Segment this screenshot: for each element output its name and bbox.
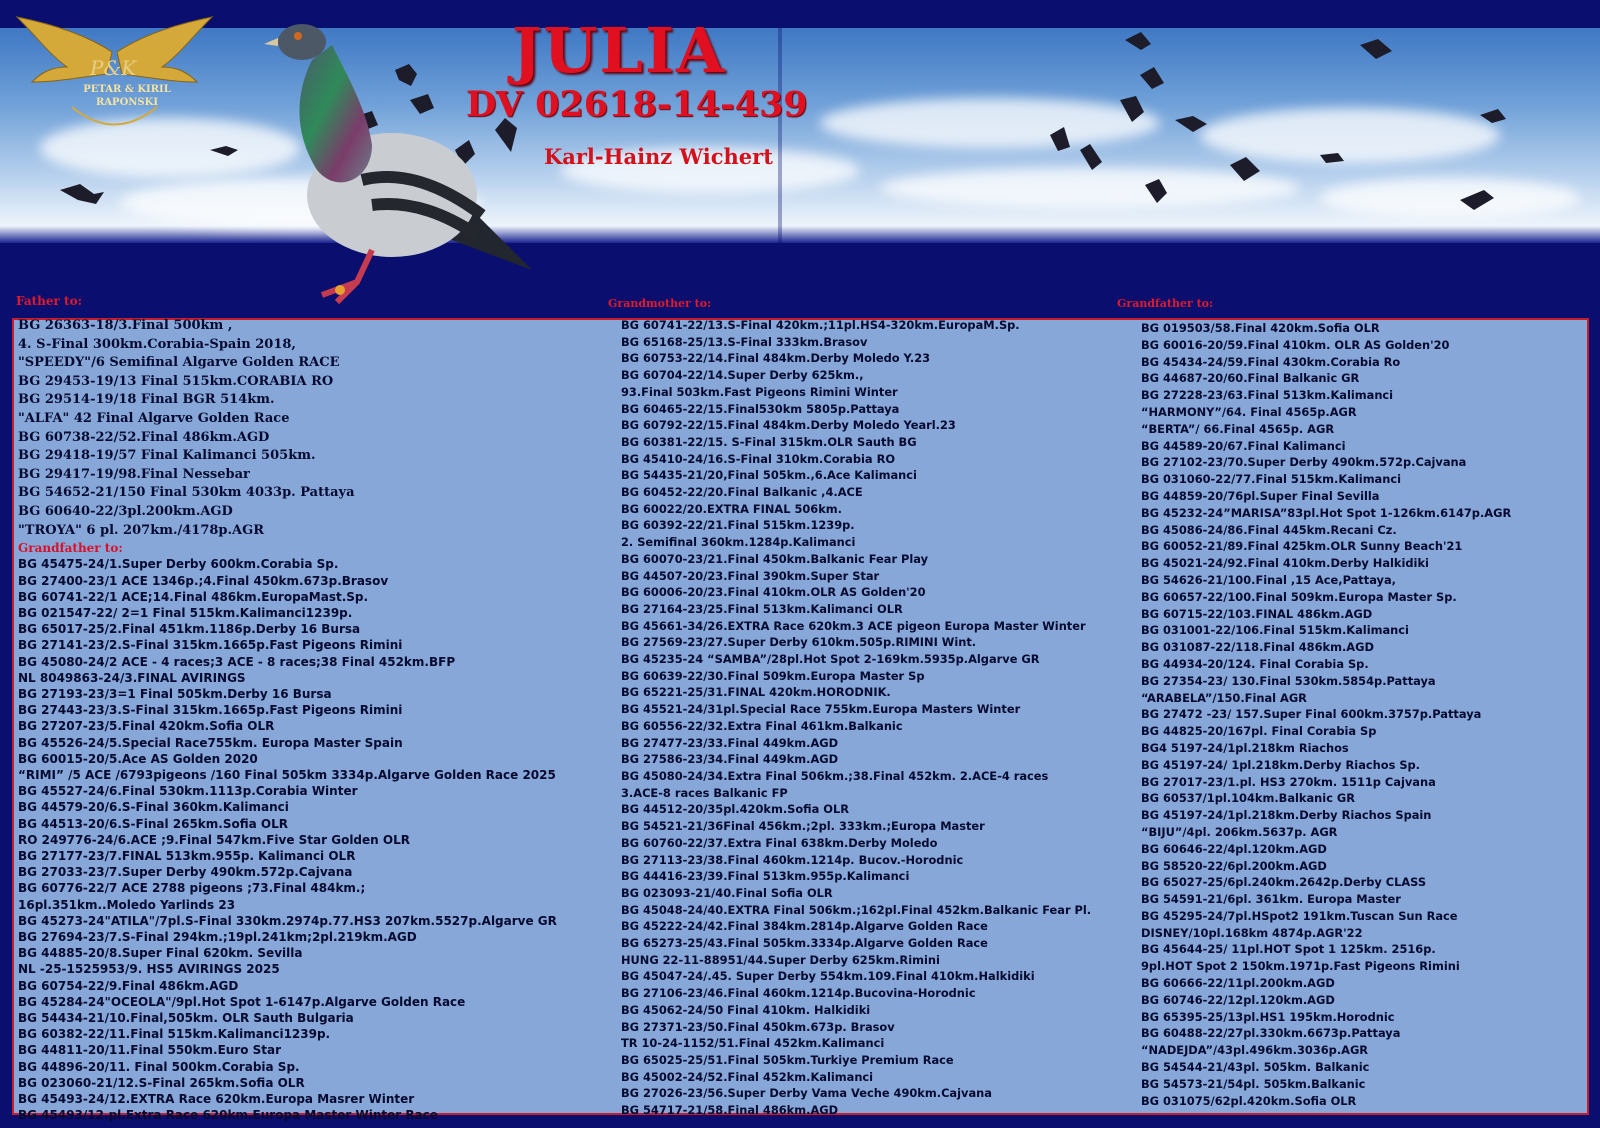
result-line: BG 45493-24/12.EXTRA Race 620km.Europa Masrer Winter — [18, 1092, 415, 1107]
result-line: BG 45047-24/.45. Super Derby 554km.109.Final 410km.Halkidiki — [621, 969, 1035, 984]
result-line: BG 031001-22/106.Final 515km.Kalimanci — [1141, 623, 1409, 638]
result-line: BG 031060-22/77.Final 515km.Kalimanci — [1141, 472, 1402, 487]
result-line: BG 54717-21/58.Final 486km.AGD — [621, 1103, 839, 1118]
result-line: BG 27228-23/63.Final 513km.Kalimanci — [1141, 388, 1394, 403]
result-line: BG 60776-22/7 ACE 2788 pigeons ;73.Final 484km.; — [18, 881, 366, 896]
result-line: BG 45527-24/6.Final 530km.1113p.Corabia Winter — [18, 784, 358, 799]
ring-number: DV 02618-14-439 — [466, 84, 808, 125]
result-line: BG 44934-20/124. Final Corabia Sp. — [1141, 656, 1369, 671]
result-line: BG 60640-22/3pl.200km.AGD — [18, 503, 233, 519]
result-line: BG 54573-21/54pl. 505km.Balkanic — [1141, 1076, 1366, 1091]
result-line: BG 60746-22/12pl.120km.AGD — [1141, 992, 1335, 1007]
result-line: BG 60381-22/15. S-Final 315km.OLR Sauth BG — [621, 434, 917, 449]
result-line: BG 45002-24/52.Final 452km.Kalimanci — [621, 1069, 874, 1084]
result-line: BG 45197-24/ 1pl.218km.Derby Riachos Sp. — [1141, 757, 1421, 772]
flying-pigeon-icon — [0, 0, 1600, 260]
result-line: BG 27472 -23/ 157.Super Final 600km.3757p.Pattaya — [1141, 707, 1482, 722]
result-line: BG 27443-23/3.S-Final 315km.1665p.Fast Pigeons Rimini — [18, 703, 403, 718]
result-line: BG 44687-20/60.Final Balkanic GR — [1141, 371, 1360, 386]
father-heading: Father to: — [16, 294, 83, 308]
result-line: “NADEJDA”/43pl.496km.3036p.AGR — [1141, 1043, 1369, 1058]
result-line: BG 44896-20/11. Final 500km.Corabia Sp. — [18, 1059, 300, 1074]
result-line: BG 27113-23/38.Final 460km.1214p. Bucov.-Horodnic — [621, 852, 964, 867]
result-line: BG 45284-24"OCEOLA"/9pl.Hot Spot 1-6147p.Algarve Golden Race — [18, 994, 466, 1009]
result-line: BG 60666-22/11pl.200km.AGD — [1141, 976, 1335, 991]
result-line: BG 45661-34/26.EXTRA Race 620km.3 ACE pigeon Europa Master Winter — [621, 618, 1086, 633]
result-line: BG 54591-21/6pl. 361km. Europa Master — [1141, 892, 1401, 907]
result-line: BG 27106-23/46.Final 460km.1214p.Bucovina-Horodnic — [621, 986, 976, 1001]
result-line: “BERTA”/ 66.Final 4565p. AGR — [1141, 421, 1335, 436]
result-line: BG 60646-22/4pl.120km.AGD — [1141, 841, 1327, 856]
result-line: BG 45493/12.pl.Extra Race 620km.Europa Master Winter Race — [18, 1108, 438, 1123]
result-line: BG 44589-20/67.Final Kalimanci — [1141, 438, 1346, 453]
result-line: BG 45273-24"ATILA"/7pl.S-Final 330km.2974p.77.HS3 207km.5527p.Algarve GR — [18, 913, 557, 928]
result-line: BG 29417-19/98.Final Nessebar — [18, 466, 250, 482]
result-line: BG 60452-22/20.Final Balkanic ,4.ACE — [621, 485, 863, 500]
result-line: BG 021547-22/ 2=1 Final 515km.Kalimanci1239p. — [18, 605, 353, 620]
result-line: BG 60738-22/52.Final 486km.AGD — [18, 429, 270, 445]
result-line: BG 60052-21/89.Final 425km.OLR Sunny Beach'21 — [1141, 539, 1463, 554]
result-line: BG4 5197-24/1pl.218km Riachos — [1141, 740, 1349, 755]
result-line: BG 29514-19/18 Final BGR 514km. — [18, 392, 275, 408]
result-line: BG 023093-21/40.Final Sofia OLR — [621, 885, 833, 900]
result-line: BG 45232-24”MARISA”83pl.Hot Spot 1-126km.6147p.AGR — [1141, 505, 1512, 520]
result-line: BG 45048-24/40.EXTRA Final 506km.;162pl.Final 452km.Balkanic Fear Pl. — [621, 902, 1092, 917]
result-line: BG 44885-20/8.Super Final 620km. Sevilla — [18, 946, 303, 961]
result-line: BG 65273-25/43.Final 505km.3334p.Algarve Golden Race — [621, 936, 988, 951]
result-line: HUNG 22-11-88951/44.Super Derby 625km.Rimini — [621, 952, 940, 967]
result-line: BG 60753-22/14.Final 484km.Derby Moledo Y.23 — [621, 351, 931, 366]
logo-monogram: P&K — [90, 56, 137, 80]
result-line: BG 27400-23/1 ACE 1346p.;4.Final 450km.673p.Brasov — [18, 573, 389, 588]
result-line: BG 27193-23/3=1 Final 505km.Derby 16 Bursa — [18, 686, 332, 701]
result-line: 93.Final 503km.Fast Pigeons Rimini Winter — [621, 384, 898, 399]
result-line: BG 29418-19/57 Final Kalimanci 505km. — [18, 448, 316, 464]
pigeon-photo-icon — [262, 20, 542, 310]
result-line: BG 27164-23/25.Final 513km.Kalimanci OLR — [621, 601, 903, 616]
result-line: 2. Semifinal 360km.1284p.Kalimanci — [621, 535, 856, 550]
pigeon-name: JULIA — [512, 14, 727, 87]
result-line: BG 44416-23/39.Final 513km.955p.Kalimanci — [621, 869, 910, 884]
result-line: BG 60556-22/32.Extra Final 461km.Balkanic — [621, 718, 903, 733]
result-line: BG 60465-22/15.Final530km 5805p.Pattaya — [621, 401, 900, 416]
result-line: “HARMONY”/64. Final 4565p.AGR — [1141, 404, 1357, 419]
result-line: TR 10-24-1152/51.Final 452km.Kalimanci — [621, 1036, 885, 1051]
result-line: BG 27694-23/7.S-Final 294km.;19pl.241km;2pl.219km.AGD — [18, 930, 417, 944]
result-line: BG 60741-22/1 ACE;14.Final 486km.EuropaMast.Sp. — [18, 589, 369, 604]
result-line: "ALFA" 42 Final Algarve Golden Race — [18, 410, 290, 426]
result-line: BG 26363-18/3.Final 500km , — [18, 318, 233, 333]
result-line: “RIMI” /5 ACE /6793pigeons /160 Final 505km 3334p.Algarve Golden Race 2025 — [18, 767, 556, 782]
result-line: BG 60015-20/5.Ace AS Golden 2020 — [18, 751, 258, 766]
result-line: BG 44811-20/11.Final 550km.Euro Star — [18, 1043, 282, 1058]
result-line: BG 44512-20/35pl.420km.Sofia OLR — [621, 802, 849, 817]
result-line: “ARABELA”/150.Final AGR — [1141, 690, 1307, 705]
result-line: 4. S-Final 300km.Corabia-Spain 2018, — [18, 336, 296, 352]
result-line: BG 27177-23/7.FINAL 513km.955p. Kalimanci OLR — [18, 848, 356, 863]
result-line: BG 60760-22/37.Extra Final 638km.Derby Moledo — [621, 835, 938, 850]
result-line: BG 60741-22/13.S-Final 420km.;11pl.HS4-320km.EuropaM.Sp. — [621, 318, 1020, 332]
result-line: BG 27033-23/7.Super Derby 490km.572p.Cajvana — [18, 865, 353, 880]
result-line: BG 45222-24/42.Final 384km.2814p.Algarve Golden Race — [621, 919, 988, 934]
result-line: BG 60639-22/30.Final 509km.Europa Master Sp — [621, 668, 925, 683]
result-line: BG 60537/1pl.104km.Balkanic GR — [1141, 791, 1356, 806]
result-line: BG 60792-22/15.Final 484km.Derby Moledo Yearl.23 — [621, 418, 956, 433]
result-line: BG 27207-23/5.Final 420km.Sofia OLR — [18, 719, 275, 734]
column-grandmother — [621, 317, 1091, 1119]
result-line: BG 65168-25/13.S-Final 333km.Brasov — [621, 334, 868, 349]
result-line: BG 45080-24/34.Extra Final 506km.;38.Final 452km. 2.ACE-4 races — [621, 768, 1049, 783]
result-line: BG 60704-22/14.Super Derby 625km., — [621, 368, 864, 383]
result-line: BG 60715-22/103.FINAL 486km.AGD — [1141, 606, 1373, 621]
result-line: BG 45080-24/2 ACE - 4 races;3 ACE - 8 races;38 Final 452km.BFP — [18, 654, 456, 669]
result-line: BG 44513-20/6.S-Final 265km.Sofia OLR — [18, 816, 288, 831]
column-father-grandfather — [18, 317, 557, 1123]
result-line: BG 27371-23/50.Final 450km.673p. Brasov — [621, 1019, 895, 1034]
result-line: BG 45086-24/86.Final 445km.Recani Cz. — [1141, 522, 1397, 537]
column-grandfather-right — [1141, 320, 1511, 1109]
result-line: BG 60070-23/21.Final 450km.Balkanic Fear Play — [621, 551, 929, 566]
result-line: NL 8049863-24/3.FINAL AVIRINGS — [18, 670, 246, 685]
result-line: BG 54652-21/150 Final 530km 4033p. Pattaya — [18, 485, 355, 501]
result-line: BG 023060-21/12.S-Final 265km.Sofia OLR — [18, 1075, 305, 1090]
result-line: BG 60657-22/100.Final 509km.Europa Master Sp. — [1141, 589, 1457, 604]
result-line: BG 29453-19/13 Final 515km.CORABIA RO — [18, 373, 334, 389]
result-line: BG 44507-20/23.Final 390km.Super Star — [621, 568, 880, 583]
breeder-name: Karl-Hainz Wichert — [544, 144, 773, 169]
result-line: BG 45521-24/31pl.Special Race 755km.Europa Masters Winter — [621, 702, 1021, 717]
result-line: 16pl.351km..Moledo Yarlinds 23 — [18, 897, 236, 912]
grandmother-results-list — [621, 317, 1091, 1119]
result-line: BG 65221-25/31.FINAL 420km.HORODNIK. — [621, 685, 891, 700]
result-line: BG 27017-23/1.pl. HS3 270km. 1511p Cajvana — [1141, 774, 1436, 789]
result-line: "TROYA" 6 pl. 207km./4178p.AGR — [18, 522, 265, 538]
result-line: BG 45644-25/ 11pl.HOT Spot 1 125km. 2516p. — [1141, 942, 1436, 957]
result-line: BG 54521-21/36Final 456km.;2pl. 333km.;Europa Master — [621, 819, 985, 834]
result-line: BG 54434-21/10.Final,505km. OLR Sauth Bulgaria — [18, 1011, 354, 1026]
result-line: BG 45475-24/1.Super Derby 600km.Corabia Sp. — [18, 557, 339, 572]
result-line: BG 019503/58.Final 420km.Sofia OLR — [1141, 321, 1380, 335]
result-line: BG 65025-25/51.Final 505km.Turkiye Premium Race — [621, 1052, 954, 1067]
result-line: BG 45410-24/16.S-Final 310km.Corabia RO — [621, 451, 896, 466]
result-line: BG 45197-24/1pl.218km.Derby Riachos Spain — [1141, 808, 1432, 823]
result-line: BG 27586-23/34.Final 449km.AGD — [621, 752, 839, 767]
result-line: BG 45526-24/5.Special Race755km. Europa Master Spain — [18, 735, 403, 750]
father-results-list — [18, 317, 557, 540]
result-line: BG 44859-20/76pl.Super Final Sevilla — [1141, 488, 1380, 503]
result-line: BG 45235-24 “SAMBA”/28pl.Hot Spot 2-169km.5935p.Algarve GR — [621, 652, 1040, 667]
result-line: NL -25-1525953/9. HS5 AVIRINGS 2025 — [18, 962, 280, 977]
results-panel — [12, 318, 1589, 1123]
result-line: BG 60016-20/59.Final 410km. OLR AS Golden'20 — [1141, 337, 1450, 352]
grandfather-left-heading: Grandfather to: — [18, 541, 123, 556]
result-line: BG 45062-24/50 Final 410km. Halkidiki — [621, 1002, 871, 1017]
result-line: 9pl.HOT Spot 2 150km.1971p.Fast Pigeons Rimini — [1141, 959, 1460, 974]
result-line: BG 60382-22/11.Final 515km.Kalimanci1239p. — [18, 1027, 331, 1042]
grandfather-right-heading: Grandfather to: — [1117, 297, 1214, 310]
result-line: BG 27026-23/56.Super Derby Vama Veche 490km.Cajvana — [621, 1086, 992, 1101]
result-line: BG 60392-22/21.Final 515km.1239p. — [621, 518, 855, 533]
result-line: BG 27477-23/33.Final 449km.AGD — [621, 735, 839, 750]
result-line: BG 54626-21/100.Final ,15 Ace,Pattaya, — [1141, 572, 1396, 587]
result-line: BG 65027-25/6pl.240km.2642p.Derby CLASS — [1141, 875, 1427, 890]
logo-text-line1: PETAR & KIRIL — [83, 84, 171, 95]
result-line: BG 58520-22/6pl.200km.AGD — [1141, 858, 1327, 873]
result-line: BG 031075/62pl.420km.Sofia OLR — [1141, 1093, 1357, 1108]
result-line: BG 60022/20.EXTRA FINAL 506km. — [621, 501, 842, 516]
result-line: BG 65017-25/2.Final 451km.1186p.Derby 16 Bursa — [18, 622, 361, 637]
result-line: "SPEEDY"/6 Semifinal Algarve Golden RACE — [18, 355, 340, 371]
result-line: BG 65395-25/13pl.HS1 195km.Horodnic — [1141, 1009, 1395, 1024]
logo-text-line2: RAPONSKI — [95, 97, 159, 108]
result-line: “BIJU”/4pl. 206km.5637p. AGR — [1141, 824, 1338, 839]
result-line: BG 45295-24/7pl.HSpot2 191km.Tuscan Sun Race — [1141, 908, 1458, 923]
result-line: BG 60488-22/27pl.330km.6673p.Pattaya — [1141, 1026, 1401, 1041]
result-line: BG 54544-21/43pl. 505km. Balkanic — [1141, 1060, 1370, 1075]
result-line: DISNEY/10pl.168km 4874p.AGR'22 — [1141, 925, 1363, 940]
result-line: BG 27102-23/70.Super Derby 490km.572p.Cajvana — [1141, 455, 1467, 470]
result-line: 3.ACE-8 races Balkanic FP — [621, 785, 788, 800]
result-line: BG 27141-23/2.S-Final 315km.1665p.Fast Pigeons Rimini — [18, 638, 403, 653]
result-line: BG 45021-24/92.Final 410km.Derby Halkidiki — [1141, 556, 1429, 571]
result-line: BG 54435-21/20,Final 505km.,6.Ace Kalimanci — [621, 468, 917, 483]
result-line: BG 44825-20/167pl. Final Corabia Sp — [1141, 724, 1377, 739]
result-line: BG 60006-20/23.Final 410km.OLR AS Golden'20 — [621, 585, 926, 600]
grandmother-heading: Grandmother to: — [608, 297, 712, 310]
result-line: BG 45434-24/59.Final 430km.Corabia Ro — [1141, 354, 1401, 369]
result-line: BG 27354-23/ 130.Final 530km.5854p.Pattaya — [1141, 673, 1436, 688]
result-line: BG 27569-23/27.Super Derby 610km.505p.RIMINI Wint. — [621, 635, 977, 650]
result-line: BG 44579-20/6.S-Final 360km.Kalimanci — [18, 800, 289, 815]
result-line: RO 249776-24/6.ACE ;9.Final 547km.Five Star Golden OLR — [18, 832, 410, 847]
result-line: BG 60754-22/9.Final 486km.AGD — [18, 978, 239, 993]
grandfather-right-results-list — [1141, 320, 1511, 1109]
grandfather-left-results-list — [18, 556, 557, 1123]
result-line: BG 031087-22/118.Final 486km.AGD — [1141, 640, 1374, 655]
